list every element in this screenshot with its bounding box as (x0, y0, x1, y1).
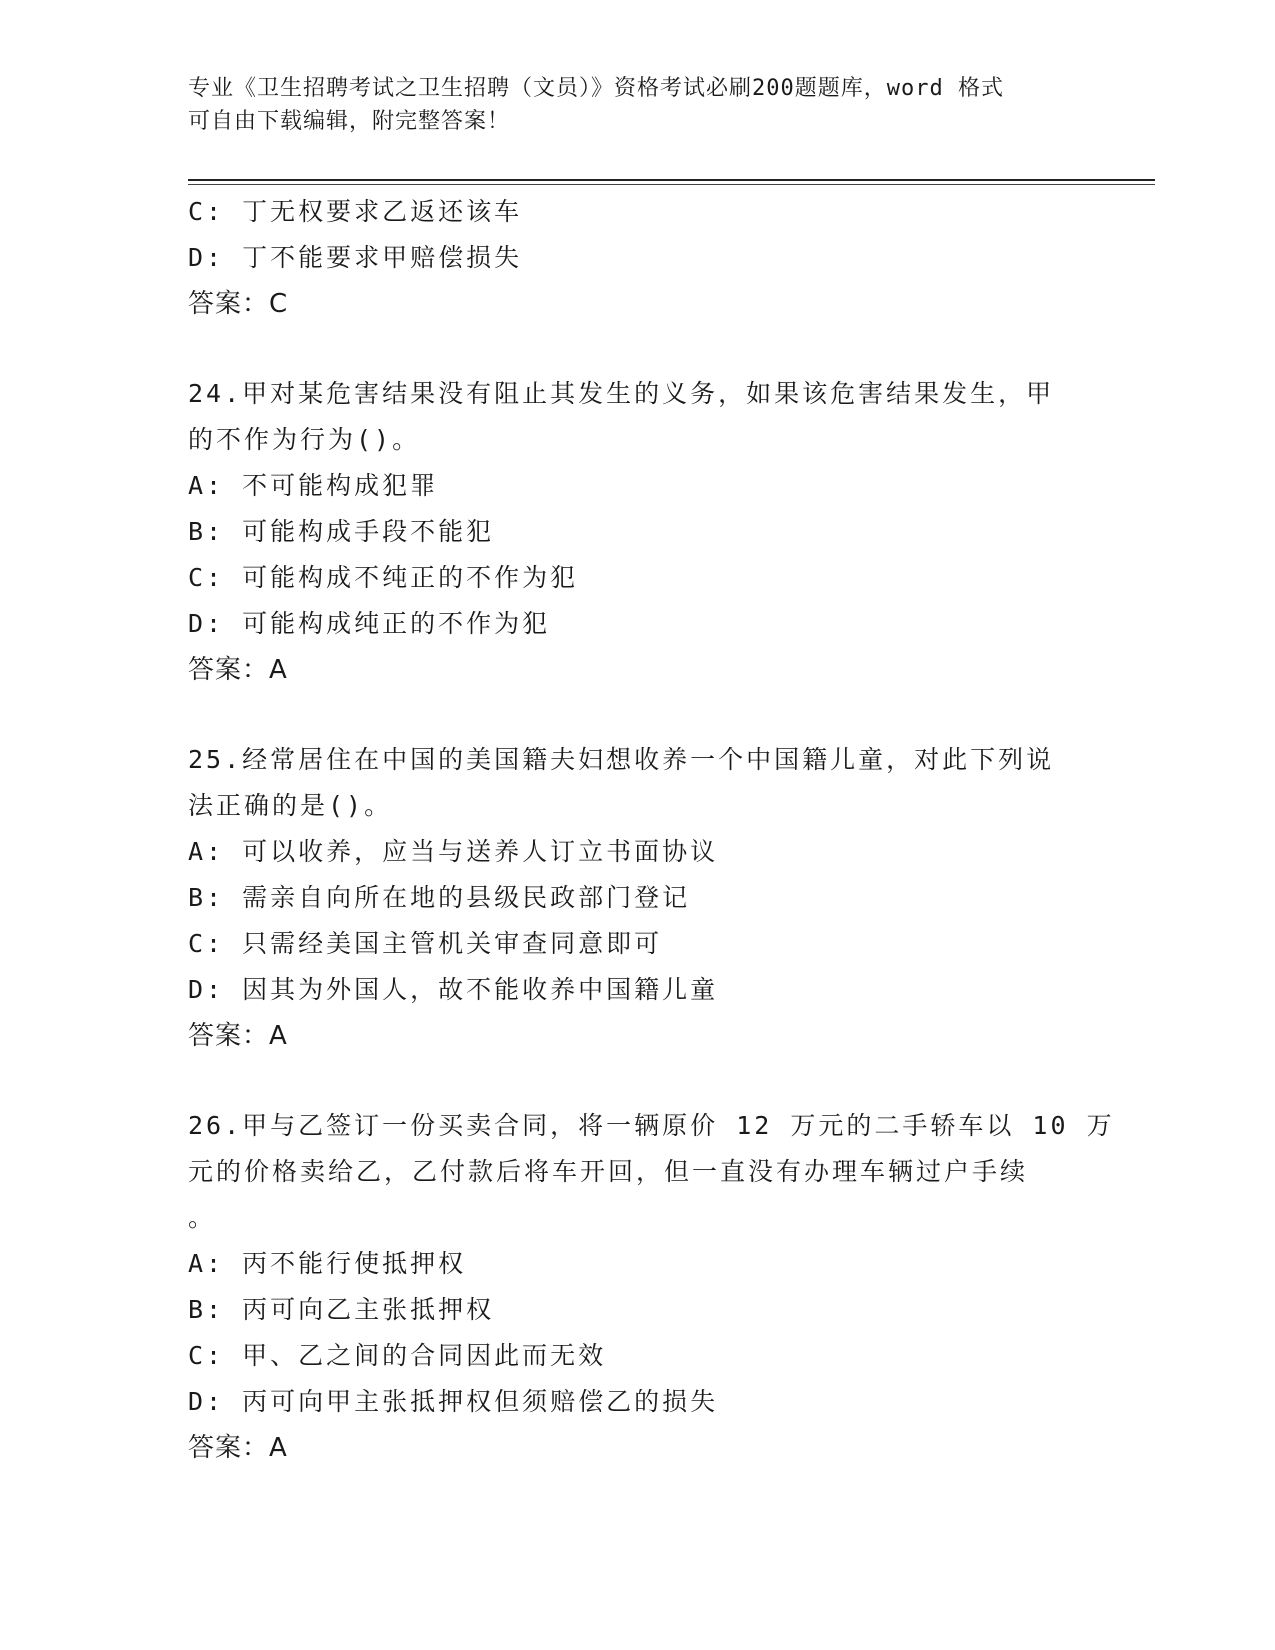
question-25 (188, 737, 1088, 1059)
option-a: A: 可以收养，应当与送养人订立书面协议 (188, 837, 719, 866)
option-c: C: 只需经美国主管机关审查同意即可 (188, 929, 663, 958)
question-stem-line: 。 (188, 1203, 217, 1232)
answer-line: 答案：C (188, 289, 289, 319)
header-line-1: 专业《卫生招聘考试之卫生招聘（文员）》资格考试必刷200题题库，word 格式 (188, 76, 1004, 101)
question-stem-line: 25.经常居住在中国的美国籍夫妇想收养一个中国籍儿童，对此下列说 (188, 745, 1055, 774)
answer-line: 答案：A (188, 655, 288, 685)
option-d: D: 丁不能要求甲赔偿损失 (188, 243, 523, 272)
option-a: A: 丙不能行使抵押权 (188, 1249, 467, 1278)
answer-line: 答案：A (188, 1433, 288, 1463)
header-divider-thin (188, 184, 1155, 185)
question-26 (188, 1103, 1115, 1471)
question-list (188, 189, 1115, 1471)
option-d: D: 可能构成纯正的不作为犯 (188, 609, 551, 638)
question-stem-line: 的不作为行为()。 (188, 425, 421, 454)
header-divider-thick (188, 179, 1155, 181)
question-stem-line: 24.甲对某危害结果没有阻止其发生的义务，如果该危害结果发生，甲 (188, 379, 1055, 408)
option-d: D: 因其为外国人，故不能收养中国籍儿童 (188, 975, 719, 1004)
question-stem-line: 26.甲与乙签订一份买卖合同，将一辆原价 12 万元的二手轿车以 10 万 (188, 1111, 1115, 1140)
question-stem-line: 元的价格卖给乙，乙付款后将车开回，但一直没有办理车辆过户手续 (188, 1157, 1029, 1186)
answer-line: 答案：A (188, 1021, 288, 1051)
document-header (188, 72, 1088, 138)
header-line-2: 可自由下载编辑，附完整答案！ (188, 109, 511, 134)
option-c: C: 甲、乙之间的合同因此而无效 (188, 1341, 607, 1370)
option-a: A: 不可能构成犯罪 (188, 471, 439, 500)
option-c: C: 丁无权要求乙返还该车 (188, 197, 523, 226)
option-b: B: 可能构成手段不能犯 (188, 517, 495, 546)
option-b: B: 需亲自向所在地的县级民政部门登记 (188, 883, 691, 912)
question-24 (188, 371, 1088, 693)
option-b: B: 丙可向乙主张抵押权 (188, 1295, 495, 1324)
previous-question-tail (188, 189, 1088, 327)
question-stem-line: 法正确的是()。 (188, 791, 393, 820)
option-c: C: 可能构成不纯正的不作为犯 (188, 563, 579, 592)
option-d: D: 丙可向甲主张抵押权但须赔偿乙的损失 (188, 1387, 719, 1416)
